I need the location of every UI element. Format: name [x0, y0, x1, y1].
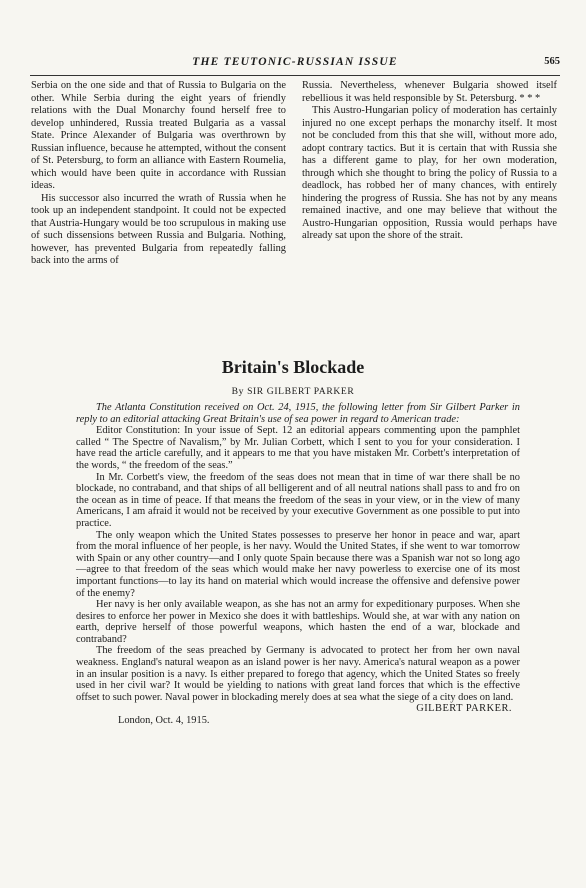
right-column	[302, 80, 557, 243]
article-body	[76, 402, 520, 727]
page-number: 565	[544, 56, 560, 67]
left-column	[31, 80, 286, 268]
article-paragraph-1: Editor Constitution: In your issue of Sept. 12 an editorial appears commenting upon the pamphlet called “ The Spectre of Navalism,” by Mr. Julian Corbett, which I sent to you for your consideration. I have read the article carefully, and it appears to me that you have mistaken Mr. Corbett's interpretation of the words, “ the freedom of the seas.”	[76, 425, 520, 471]
signature: GILBERT PARKER.	[416, 703, 512, 715]
right-paragraph-1: Russia. Nevertheless, whenever Bulgaria showed itself rebellious it was held responsible by St. Petersburg. * * *	[302, 80, 557, 104]
article-byline: By SIR GILBERT PARKER	[231, 386, 355, 397]
article-paragraph-3: The only weapon which the United States possesses to preserve her honor in peace and war, apart from the moral influence of her people, is her navy. Would the United States, if she went to war tomorrow with Spain or any other country—and I only quote Spain because there was a Spanish war not so long ago—agree to that freedom of the seas which would make her navy powerless to exercise one of its most important functions—to lay its hand on material which would increase the offensive and defensive power of the enemy?	[76, 529, 520, 599]
left-paragraph-1: Serbia on the one side and that of Russia to Bulgaria on the other. While Serbia during the eight years of friendly relations with the Dual Monarchy found herself free to develop unhindered, Russia treated Bulgaria as a vassal State. Prince Alexander of Bulgaria was overthrown by Russian influence, because he attempted, without the consent of St. Petersburg, to form an alliance with Eastern Roumelia, which would have been quite in accordance with Russian ideas.	[31, 80, 286, 191]
dateline: London, Oct. 4, 1915.	[118, 715, 210, 727]
running-title: THE TEUTONIC-RUSSIAN ISSUE	[192, 56, 398, 68]
article-paragraph-2: In Mr. Corbett's view, the freedom of the seas does not mean that in time of war there shall be no blockade, no contraband, and that ships of all belligerent and of all neutral nations shall pass to and fro on the ocean as in time of peace. If that means the freedom of the seas in your view, or in the view of many Americans, I am afraid it would not be received by your executive Government as one possible to put into practice.	[76, 471, 520, 529]
article-paragraph-4: Her navy is her only available weapon, as she has not an army for expeditionary purposes. When she desires to enforce her power in Mexico she does it with battleships. Would she, at war with any nation on earth, deprive herself of those powerful weapons, which hasten the end of a war, blockade and contraband?	[76, 599, 520, 645]
running-header	[30, 56, 560, 72]
left-paragraph-2: His successor also incurred the wrath of Russia when he took up an independent standpoint. It could not be expected that Austria-Hungary would be too scrupulous in making use of such dissensions between Russia and Bulgaria. Nothing, however, has prevented Bulgaria from repeatedly falling back into the arms of	[31, 192, 286, 266]
right-paragraph-2: This Austro-Hungarian policy of moderation has certainly injured no one except perhaps the monarchy itself. It most not be concluded from this that she will, without more ado, adopt contrary tactics. But it is certain that with Russia she has a different game to play, for her own moderation, through which she thought to bring the policy of Russia to a deadlock, has robbed her of many chances, with entirely hindering the progress of Russia. She has not by any means remained inactive, and one may believe that without the Austro-Hungarian opposition, Russia would perhaps have already sat upon the shore of the strait.	[302, 105, 557, 241]
article-intro: The Atlanta Constitution received on Oct. 24, 1915, the following letter from Sir Gilbert Parker in reply to an editorial attacking Great Britain's use of sea power in regard to American trade:	[76, 402, 520, 425]
article-title: Britain's Blockade	[221, 357, 365, 377]
article-paragraph-5: The freedom of the seas preached by Germany is advocated to protect her from her own naval weakness. England's natural weapon as an island power is her navy. America's natural weapon as a power in an insular position is a navy. Is either prepared to forego that agency, which the United States so freely used in her civil war? It would be yielding to nations with great land forces that which is the effective offset to such power. Naval power in blockading merely does at sea what the siege of a city does on land.	[76, 645, 520, 703]
header-rule	[30, 75, 560, 76]
